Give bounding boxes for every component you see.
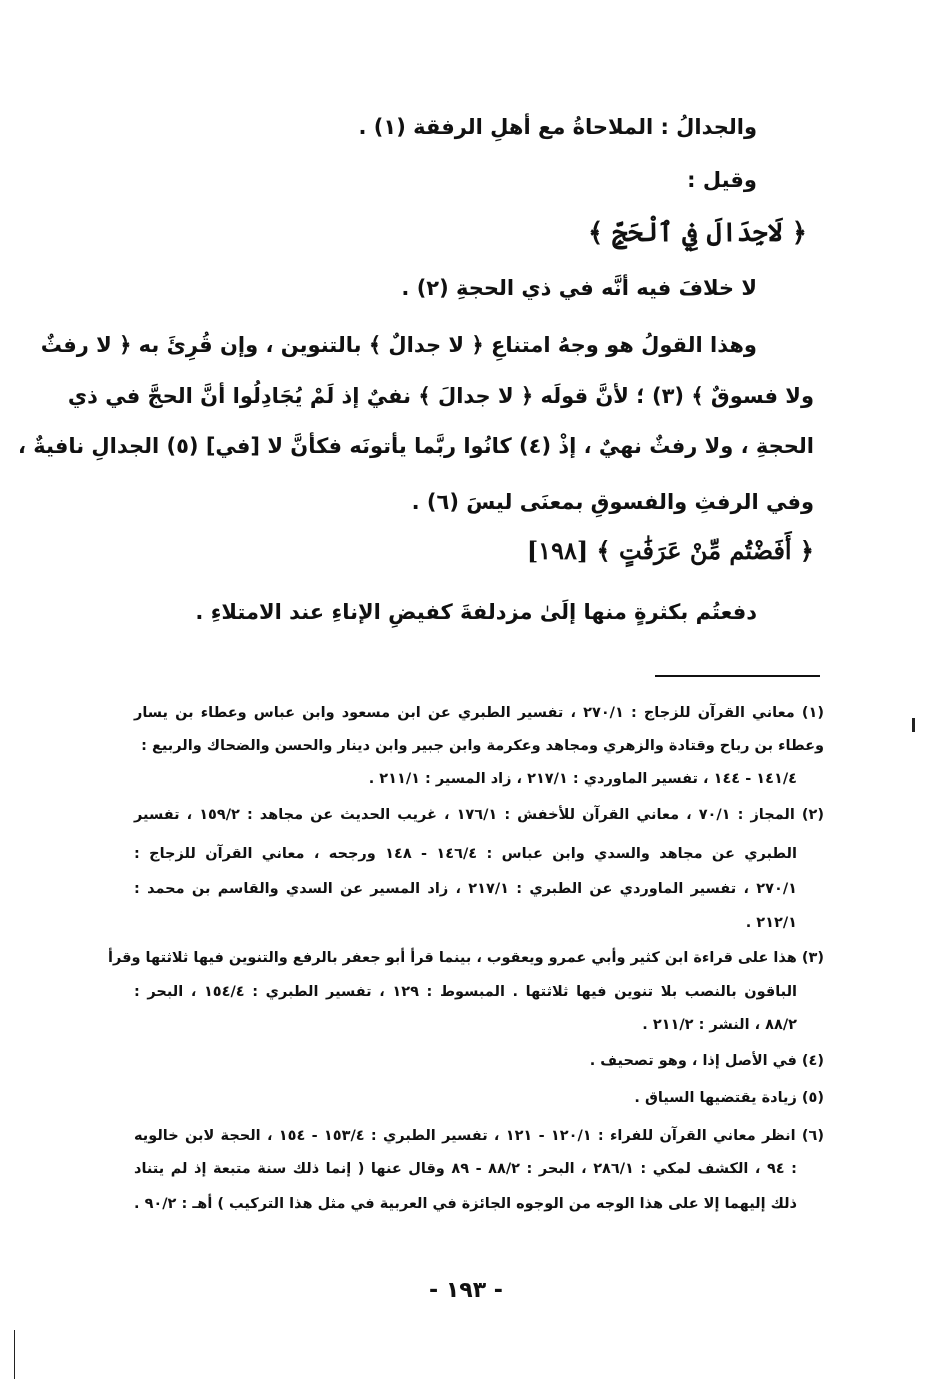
main-line-6: ولا فسوقٌ ﴾ (٣) ؛ لأنَّ قولَه ﴿ لا جدالَ ﴾ نفيٌ إذ لَمْ يُجَادِلُوا أنَّ الحجَّ في ذي [67, 384, 814, 408]
scan-speck [912, 718, 915, 732]
footnote-line-6: ٢٧٠/١ ، تفسير الماوردي عن الطبري : ٢١٧/١ ، زاد المسير عن السدي والقاسم بن محمد : [134, 881, 797, 897]
main-line-7: الحجةِ ، ولا رفثٌ نهيٌ ، إذْ (٤) كانُوا ربَّما يأتونَه فكأنَّ لا [في] (٥) الجدالِ نافيةٌ ، [17, 434, 814, 458]
footnote-line-13: (٦) انظر معاني القرآن للفراء : ١٢٠/١ - ١٢١ ، تفسير الطبري : ١٥٣/٤ - ١٥٤ ، الحجة لابن خالويه [134, 1128, 824, 1144]
footnote-line-7: ٢١٢/١ . [745, 915, 797, 931]
footnote-line-4: (٢) المجاز : ٧٠/١ ، معاني القرآن للأخفش : ١٧٦/١ ، غريب الحديث عن مجاهد : ١٥٩/٢ ، تفسير [134, 807, 825, 823]
footnote-line-12: (٥) زيادة يقتضيها السياق . [634, 1090, 824, 1106]
footnote-line-10: ٨٨/٢ ، النشر : ٢١١/٢ . [642, 1017, 797, 1033]
footnote-divider [655, 675, 820, 677]
footnote-line-3: ١٤١/٤ - ١٤٤ ، تفسير الماوردي : ٢١٧/١ ، زاد المسير : ٢١١/١ . [368, 771, 797, 787]
main-line-5: وهذا القولُ هو وجهُ امتناعِ ﴿ لا جدالٌ ﴾ بالتنوين ، وإن قُرِئَ به ﴿ لا رفثٌ [40, 333, 757, 357]
footnote-line-8: (٣) هذا على قراءة ابن كثير وأبي عمرو ويعقوب ، بينما قرأ أبو جعفر بالرفع والتنوين فيها ثلاثتها وقرأ [108, 950, 824, 966]
footnote-line-9: الباقون بالنصب بلا تنوين فيها ثلاثتها . المبسوط : ١٢٩ ، تفسير الطبري : ١٥٤/٤ ، البحر : [134, 984, 798, 1000]
footnote-line-5: الطبري عن مجاهد والسدي وابن عباس : ١٤٦/٤ - ١٤٨ ورجحه ، معاني القرآن للزجاج : [134, 846, 797, 862]
footnote-line-15: ذلك إليهما إلا على هذا الوجه من الوجوه الجائزة في العربية في مثل هذا التركيب ) أهـ : ٩٠/٢ . [134, 1196, 797, 1212]
quran-verse-2: ﴿ أَفَضْتُم مِّنْ عَرَفَٰتٍ ﴾ [١٩٨] [526, 536, 814, 565]
main-line-10: دفعتُم بكثرةٍ منها إلَىٰ مزدلفةَ كفيضِ الإناءِ عند الامتلاءِ . [195, 600, 757, 624]
page-number: - ١٩٣ - [429, 1278, 503, 1303]
main-line-1: والجدالُ : الملاحاةُ مع أهلِ الرفقة (١) . [358, 115, 757, 139]
quran-verse-1: ﴿ لَاجِدَالَ فِي ٱلْحَجِّ ﴾ [587, 218, 807, 248]
footnote-line-14: : ٩٤ ، الكشف لمكي : ٢٨٦/١ ، البحر : ٨٨/٢ - ٨٩ وقال عنها ( إنما ذلك سنة متبعة إذ لم يتناد [134, 1161, 797, 1177]
footnote-line-1: (١) معاني القرآن للزجاج : ٢٧٠/١ ، تفسير الطبري عن ابن مسعود وابن عباس وعطاء بن يسار [134, 705, 824, 721]
footnote-line-11: (٤) في الأصل إذا ، وهو تصحيف . [589, 1053, 824, 1069]
main-line-4: لا خلافَ فيه أنَّه في ذي الحجةِ (٢) . [401, 276, 757, 300]
scan-edge-line [14, 1330, 15, 1379]
main-line-8: وفي الرفثِ والفسوقِ بمعنَى ليسَ (٦) . [411, 490, 814, 514]
main-line-2: وقيل : [687, 168, 757, 192]
footnote-line-2: وعطاء بن رباح وقتادة والزهري ومجاهد وعكرمة وابن جبير وابن دينار والحسن والضحاك والربيع : [141, 738, 824, 754]
